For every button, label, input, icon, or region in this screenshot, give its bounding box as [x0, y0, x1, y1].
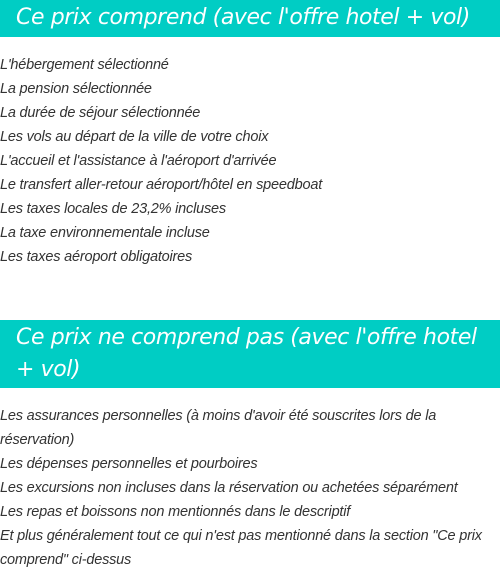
list-item: Les taxes aéroport obligatoires [0, 249, 193, 265]
list-item: Les vols au départ de la ville de votre choix [0, 129, 269, 145]
list-item: Les dépenses personnelles et pourboires [0, 456, 258, 472]
list-item: Les repas et boissons non mentionnés dans le descriptif [0, 504, 351, 520]
includes-section-title: Ce prix comprend (avec l'offre hotel + vol) [0, 0, 500, 37]
list-item: La pension sélectionnée [0, 81, 152, 97]
excludes-list [0, 404, 500, 572]
list-item: Le transfert aller-retour aéroport/hôtel en speedboat [0, 177, 323, 193]
list-item: Les excursions non incluses dans la réservation ou achetées séparément [0, 480, 458, 496]
list-item: La durée de séjour sélectionnée [0, 105, 201, 121]
list-item: Et plus généralement tout ce qui n'est pas mentionné dans la section "Ce prix comprend" ci-dessus [0, 528, 482, 568]
list-item: La taxe environnementale incluse [0, 225, 210, 241]
list-item: L'hébergement sélectionné [0, 57, 169, 73]
excludes-section-title: Ce prix ne comprend pas (avec l'offre hotel + vol) [0, 320, 500, 388]
list-item: L'accueil et l'assistance à l'aéroport d'arrivée [0, 153, 277, 169]
list-item: Les taxes locales de 23,2% incluses [0, 201, 226, 217]
includes-list [0, 53, 500, 269]
list-item: Les assurances personnelles (à moins d'avoir été souscrites lors de la réservation) [0, 408, 437, 448]
